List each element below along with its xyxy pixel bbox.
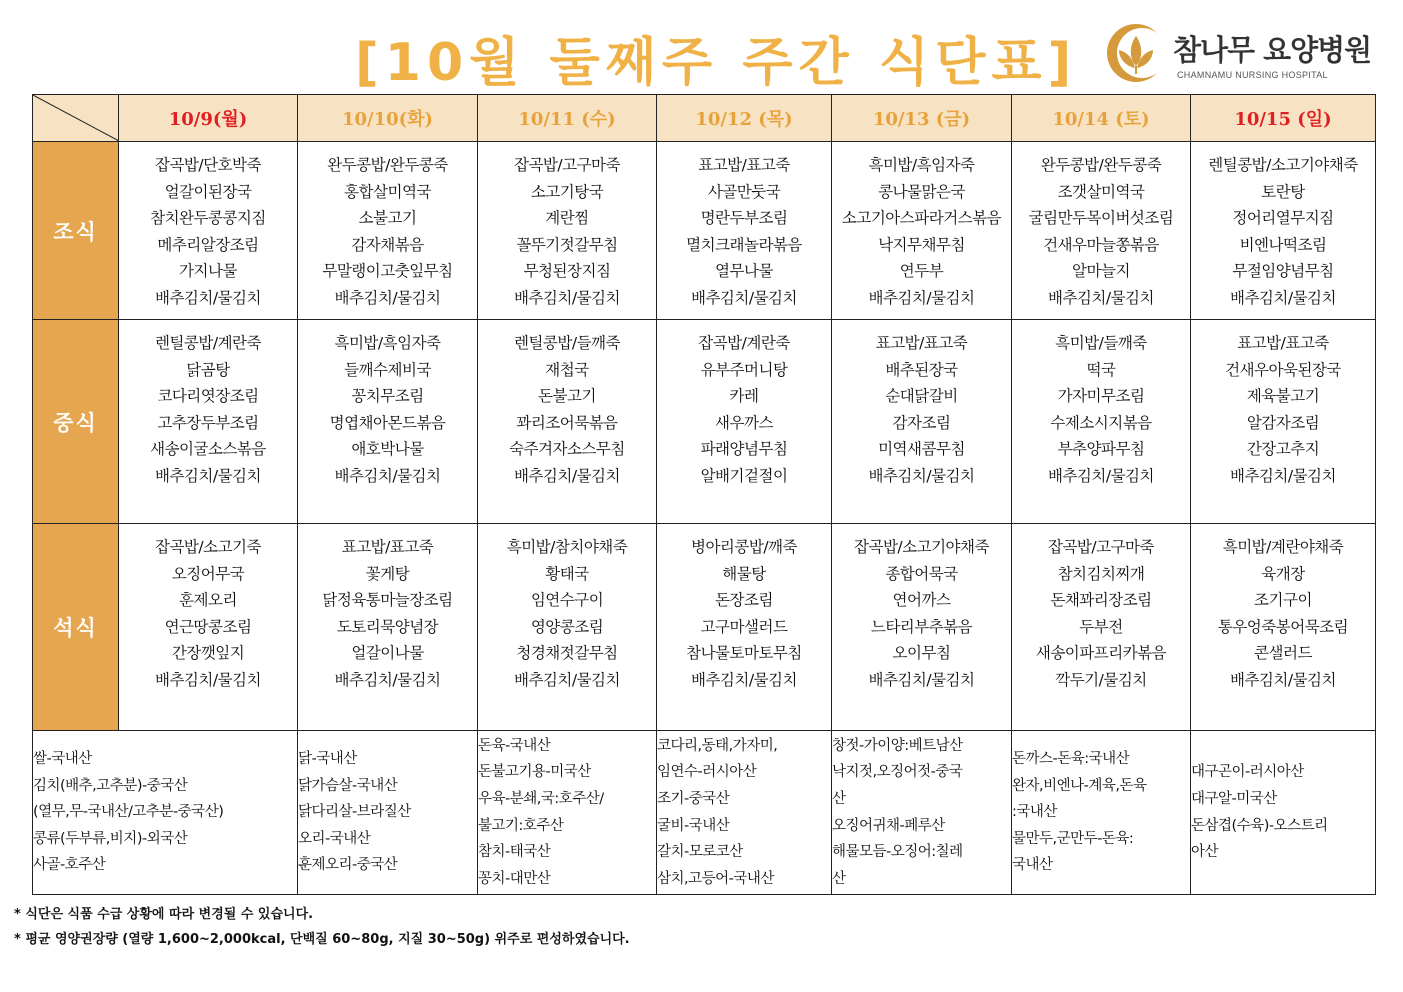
menu-item: 두부전: [1079, 617, 1123, 636]
day-header: 10/14 (토): [1012, 95, 1191, 142]
origin-line: 돈삼겹(수육)-오스트리: [1191, 817, 1328, 834]
menu-item: 표고밥/표고죽: [341, 538, 434, 556]
menu-item: 감자조림: [892, 413, 951, 432]
menu-item: 간장고추지: [1246, 440, 1320, 459]
menu-item: 떡국: [1086, 360, 1116, 379]
origin-line: 삼치,고등어-국내산: [657, 870, 774, 887]
menu-item: 홍합살미역국: [344, 182, 431, 201]
origin-line: 창젓-가이양:베트남산: [832, 737, 963, 754]
menu-cell: [657, 142, 832, 320]
menu-cell: [1012, 142, 1191, 320]
menu-item: 렌틸콩밥/소고기야채죽: [1208, 156, 1358, 174]
menu-item: 콘샐러드: [1254, 644, 1312, 663]
meal-row: [33, 320, 1376, 524]
menu-item: 배추김치/물김치: [334, 670, 441, 689]
menu-item: 멸치크래놀라볶음: [686, 235, 802, 254]
menu-item: 가자미무조림: [1057, 387, 1145, 406]
menu-item: 카레: [729, 387, 759, 406]
origin-line: 불고기:호주산: [478, 817, 564, 834]
menu-item: 계란찜: [545, 209, 589, 228]
menu-item: 코다리엿장조림: [157, 387, 259, 406]
logo-name: 참나무 요양병원: [1173, 33, 1372, 67]
origin-line: 닭-국내산: [298, 751, 357, 768]
menu-item: 고추장두부조림: [157, 413, 259, 432]
origin-cell: [478, 731, 657, 895]
meal-label: 석식: [33, 524, 119, 731]
menu-item: 배추김치/물김치: [868, 288, 975, 307]
origin-line: 오징어귀채-페루산: [832, 817, 945, 834]
menu-item: 건새우아욱된장국: [1225, 360, 1341, 379]
menu-item: 배추김치/물김치: [154, 288, 262, 307]
menu-item: 느타리부추볶음: [870, 617, 973, 636]
menu-item: 꽁치무조림: [351, 387, 424, 406]
menu-cell: [478, 524, 657, 731]
diagonal-divider: [33, 95, 119, 141]
menu-item: 낙지무채무침: [878, 235, 965, 254]
menu-item: 흑미밥/흑임자죽: [868, 156, 975, 174]
menu-item: 병아리콩밥/깨죽: [690, 538, 798, 556]
hospital-logo: [1105, 22, 1375, 86]
menu-item: 감자채볶음: [351, 235, 424, 254]
menu-item: 간장깻잎지: [171, 644, 245, 663]
origin-line: 꽁치-대만산: [478, 870, 551, 887]
leaf-emblem-icon: [1105, 22, 1167, 84]
menu-cell: [119, 320, 298, 524]
menu-cell: [832, 320, 1012, 524]
menu-item: 오이무침: [892, 644, 951, 663]
menu-cell: [478, 320, 657, 524]
menu-item: 배추김치/물김치: [334, 466, 441, 485]
menu-item: 도토리묵양념장: [336, 617, 439, 636]
menu-cell: [298, 142, 478, 320]
menu-item: 배추김치/물김치: [868, 466, 975, 485]
origin-line: 코다리,동태,가자미,: [657, 737, 778, 754]
origin-line: 완자,비엔나-계육,돈육: [1012, 777, 1147, 794]
menu-item: 무청된장지짐: [523, 262, 611, 281]
meal-label: 중식: [33, 320, 119, 524]
menu-cell: [298, 524, 478, 731]
menu-cell: [1191, 320, 1376, 524]
day-header: 10/11 (수): [478, 95, 657, 142]
meal-label: 조식: [33, 142, 119, 320]
menu-item: 명엽채아몬드볶음: [329, 413, 446, 432]
menu-item: 배추김치/물김치: [334, 288, 441, 307]
menu-item: 비엔나떡조림: [1239, 235, 1327, 254]
origin-cell: [298, 731, 478, 895]
menu-item: 배추김치/물김치: [154, 466, 262, 485]
menu-item: 배추김치/물김치: [513, 670, 621, 689]
menu-item: 연어까스: [892, 591, 951, 610]
menu-item: 새우까스: [715, 413, 773, 432]
menu-item: 숙주겨자소스무침: [509, 440, 625, 459]
day-header: 10/13 (금): [832, 95, 1012, 142]
menu-item: 참치김치찌개: [1057, 564, 1145, 583]
menu-item: 유부주머니탕: [700, 360, 788, 379]
menu-item: 렌틸콩밥/들깨죽: [513, 334, 621, 352]
menu-item: 부추양파무침: [1057, 440, 1145, 459]
origin-line: 굴비-국내산: [657, 817, 730, 834]
origin-line: 콩류(두부류,비지)-외국산: [33, 830, 188, 847]
origin-line: 돈불고기용-미국산: [478, 764, 591, 781]
menu-item: 종합어묵국: [885, 564, 958, 583]
day-header: 10/15 (일): [1191, 95, 1376, 142]
menu-item: 알배기겉절이: [700, 466, 788, 485]
menu-item: 임연수구이: [530, 591, 604, 610]
origin-line: 돈까스-돈육:국내산: [1012, 751, 1130, 768]
meal-row: [33, 524, 1376, 731]
menu-item: 돈채꽈리장조림: [1050, 591, 1152, 610]
menu-item: 미역새콤무침: [878, 440, 965, 459]
menu-item: 꽈리조어묵볶음: [516, 413, 618, 432]
menu-item: 알감자조림: [1246, 413, 1320, 432]
menu-item: 잡곡밥/소고기야채죽: [854, 538, 989, 556]
origin-cell: [1191, 731, 1376, 895]
menu-item: 새송이파프리카볶음: [1035, 644, 1167, 663]
origin-line: 사골-호주산: [33, 857, 106, 874]
menu-item: 건새우마늘쫑볶음: [1043, 235, 1159, 254]
menu-cell: [119, 524, 298, 731]
day-header: 10/12 (목): [657, 95, 832, 142]
menu-item: 조갯살미역국: [1057, 182, 1145, 201]
menu-item: 육개장: [1261, 564, 1305, 583]
menu-item: 배추김치/물김치: [513, 466, 621, 485]
menu-item: 파래양념무침: [700, 440, 788, 459]
origin-cell: [1012, 731, 1191, 895]
menu-item: 배추김치/물김치: [1229, 670, 1337, 689]
menu-item: 꽃게탕: [365, 564, 410, 583]
menu-item: 수제소시지볶음: [1050, 413, 1152, 432]
corner-cell: [33, 95, 119, 142]
origin-line: 해물모듬-오징어:칠레: [832, 844, 963, 861]
menu-item: 배추김치/물김치: [1229, 466, 1337, 485]
menu-item: 오징어무국: [171, 564, 245, 583]
menu-item: 무절임양념무침: [1232, 262, 1334, 281]
menu-item: 잡곡밥/고구마죽: [1047, 538, 1155, 556]
menu-item: 흑미밥/계란야채죽: [1222, 538, 1344, 556]
origin-line: 대구곤이-러시아산: [1191, 764, 1304, 781]
menu-item: 얼갈이된장국: [164, 182, 252, 201]
menu-item: 재첩국: [545, 360, 589, 379]
menu-cell: [298, 320, 478, 524]
menu-item: 애호박나물: [351, 440, 424, 459]
menu-item: 연근땅콩조림: [164, 617, 252, 636]
menu-item: 흑미밥/참치야채죽: [506, 538, 628, 556]
origin-line: 물만두,군만두-돈육:: [1012, 830, 1134, 847]
origin-line: 우육-분쇄,국:호주산/: [478, 790, 604, 807]
menu-item: 순대닭갈비: [885, 387, 958, 406]
origin-row: [33, 731, 1376, 895]
footnotes: [14, 902, 630, 952]
menu-item: 명란두부조림: [700, 209, 788, 228]
menu-item: 돈장조림: [715, 591, 773, 610]
logo-subtitle: CHAMNAMU NURSING HOSPITAL: [1177, 70, 1328, 80]
menu-cell: [1191, 142, 1376, 320]
menu-item: 배추김치/물김치: [154, 670, 262, 689]
origin-line: 쌀-국내산: [33, 751, 92, 768]
menu-item: 소고기탕국: [530, 182, 604, 201]
menu-item: 제육불고기: [1246, 387, 1320, 406]
menu-cell: [1012, 320, 1191, 524]
menu-item: 표고밥/표고죽: [698, 156, 790, 174]
menu-cell: [832, 524, 1012, 731]
menu-item: 메추리알장조림: [157, 235, 259, 254]
menu-cell: [657, 320, 832, 524]
menu-cell: [832, 142, 1012, 320]
menu-item: 참치완두콩콩지짐: [150, 209, 266, 228]
origin-line: (열무,무-국내산/고추분-중국산): [33, 804, 224, 821]
origin-line: 대구알-미국산: [1191, 790, 1277, 807]
menu-item: 들깨수제비국: [344, 360, 431, 379]
menu-item: 배추김치/물김치: [868, 670, 975, 689]
origin-cell: [832, 731, 1012, 895]
origin-line: 아산: [1191, 844, 1219, 861]
menu-item: 렌틸콩밥/계란죽: [154, 334, 262, 352]
menu-item: 해물탕: [722, 564, 766, 583]
page-title: [10월 둘째주 주간 식단표]: [355, 33, 1078, 93]
menu-cell: [1191, 524, 1376, 731]
origin-line: :국내산: [1012, 804, 1057, 821]
origin-line: 참치-태국산: [478, 844, 551, 861]
origin-line: 돈육-국내산: [478, 737, 551, 754]
menu-item: 깍두기/물김치: [1055, 670, 1147, 689]
menu-item: 새송이굴소스볶음: [150, 440, 266, 459]
menu-item: 배추김치/물김치: [690, 288, 798, 307]
origin-line: 산: [832, 790, 846, 807]
menu-item: 흑미밥/흑임자죽: [334, 334, 441, 352]
menu-cell: [119, 142, 298, 320]
menu-item: 사골만둣국: [707, 182, 781, 201]
origin-line: 조기-중국산: [657, 790, 730, 807]
menu-cell: [478, 142, 657, 320]
origin-cell: [657, 731, 832, 895]
menu-item: 참나물토마토무침: [686, 644, 802, 663]
header-row: [33, 95, 1376, 142]
menu-item: 잡곡밥/단호박죽: [154, 156, 262, 174]
origin-line: 오리-국내산: [298, 830, 371, 847]
menu-item: 표고밥/표고죽: [875, 334, 968, 352]
menu-item: 닭곰탕: [186, 360, 230, 379]
menu-item: 알마늘지: [1072, 262, 1130, 281]
day-header: 10/10(화): [298, 95, 478, 142]
meal-row: [33, 142, 1376, 320]
menu-item: 청경채젓갈무침: [516, 644, 618, 663]
menu-item: 토란탕: [1261, 182, 1305, 201]
menu-item: 소고기아스파라거스볶음: [841, 209, 1002, 228]
menu-item: 배추된장국: [885, 360, 958, 379]
menu-item: 흑미밥/들깨죽: [1055, 334, 1147, 352]
menu-item: 굴림만두목이버섯조림: [1028, 209, 1174, 228]
menu-item: 돈불고기: [538, 387, 596, 406]
menu-item: 얼갈이나물: [351, 644, 424, 663]
day-header: 10/9(월): [119, 95, 298, 142]
menu-item: 고구마샐러드: [700, 617, 788, 636]
menu-item: 콩나물맑은국: [878, 182, 965, 201]
menu-item: 잡곡밥/계란죽: [698, 334, 790, 352]
origin-line: 훈제오리-중국산: [298, 857, 398, 874]
menu-item: 배추김치/물김치: [1047, 466, 1155, 485]
menu-item: 소불고기: [358, 209, 417, 228]
menu-item: 배추김치/물김치: [513, 288, 621, 307]
origin-line: 닭다리살-브라질산: [298, 804, 411, 821]
menu-item: 완두콩밥/완두콩죽: [1040, 156, 1162, 174]
menu-item: 완두콩밥/완두콩죽: [327, 156, 448, 174]
menu-item: 연두부: [899, 262, 944, 281]
menu-item: 황태국: [545, 564, 589, 583]
footnote: * 평균 영양권장량 (열량 1,600~2,000kcal, 단백질 60~80g, 지질 30~50g) 위주로 편성하였습니다.: [14, 932, 630, 947]
origin-line: 김치(배추,고추분)-중국산: [33, 777, 188, 794]
menu-item: 조기구이: [1254, 591, 1312, 610]
menu-cell: [1012, 524, 1191, 731]
weekly-menu-table: [32, 94, 1376, 895]
menu-item: 정어리열무지짐: [1232, 209, 1334, 228]
menu-item: 영양콩조림: [530, 617, 604, 636]
menu-item: 잡곡밥/소고기죽: [154, 538, 262, 556]
menu-item: 가지나물: [179, 262, 237, 281]
origin-line: 임연수-러시아산: [657, 764, 757, 781]
menu-item: 배추김치/물김치: [1229, 288, 1337, 307]
menu-item: 열무나물: [715, 262, 773, 281]
menu-item: 꼴뚜기젓갈무침: [516, 235, 618, 254]
menu-item: 잡곡밥/고구마죽: [513, 156, 621, 174]
origin-line: 낙지젓,오징어젓-중국: [832, 764, 963, 781]
menu-item: 닭정육통마늘장조림: [322, 591, 453, 610]
menu-item: 통우엉죽봉어묵조림: [1217, 617, 1349, 636]
menu-item: 무말랭이고춧잎무침: [322, 262, 453, 281]
menu-cell: [657, 524, 832, 731]
origin-line: 갈치-모로코산: [657, 844, 743, 861]
menu-item: 훈제오리: [179, 591, 237, 610]
origin-cell: [33, 731, 298, 895]
menu-item: 표고밥/표고죽: [1237, 334, 1329, 352]
footnote: * 식단은 식품 수급 상황에 따라 변경될 수 있습니다.: [14, 907, 314, 922]
origin-line: 국내산: [1012, 857, 1053, 874]
menu-item: 배추김치/물김치: [690, 670, 798, 689]
origin-line: 닭가슴살-국내산: [298, 777, 398, 794]
origin-line: 산: [832, 870, 846, 887]
menu-item: 배추김치/물김치: [1047, 288, 1155, 307]
